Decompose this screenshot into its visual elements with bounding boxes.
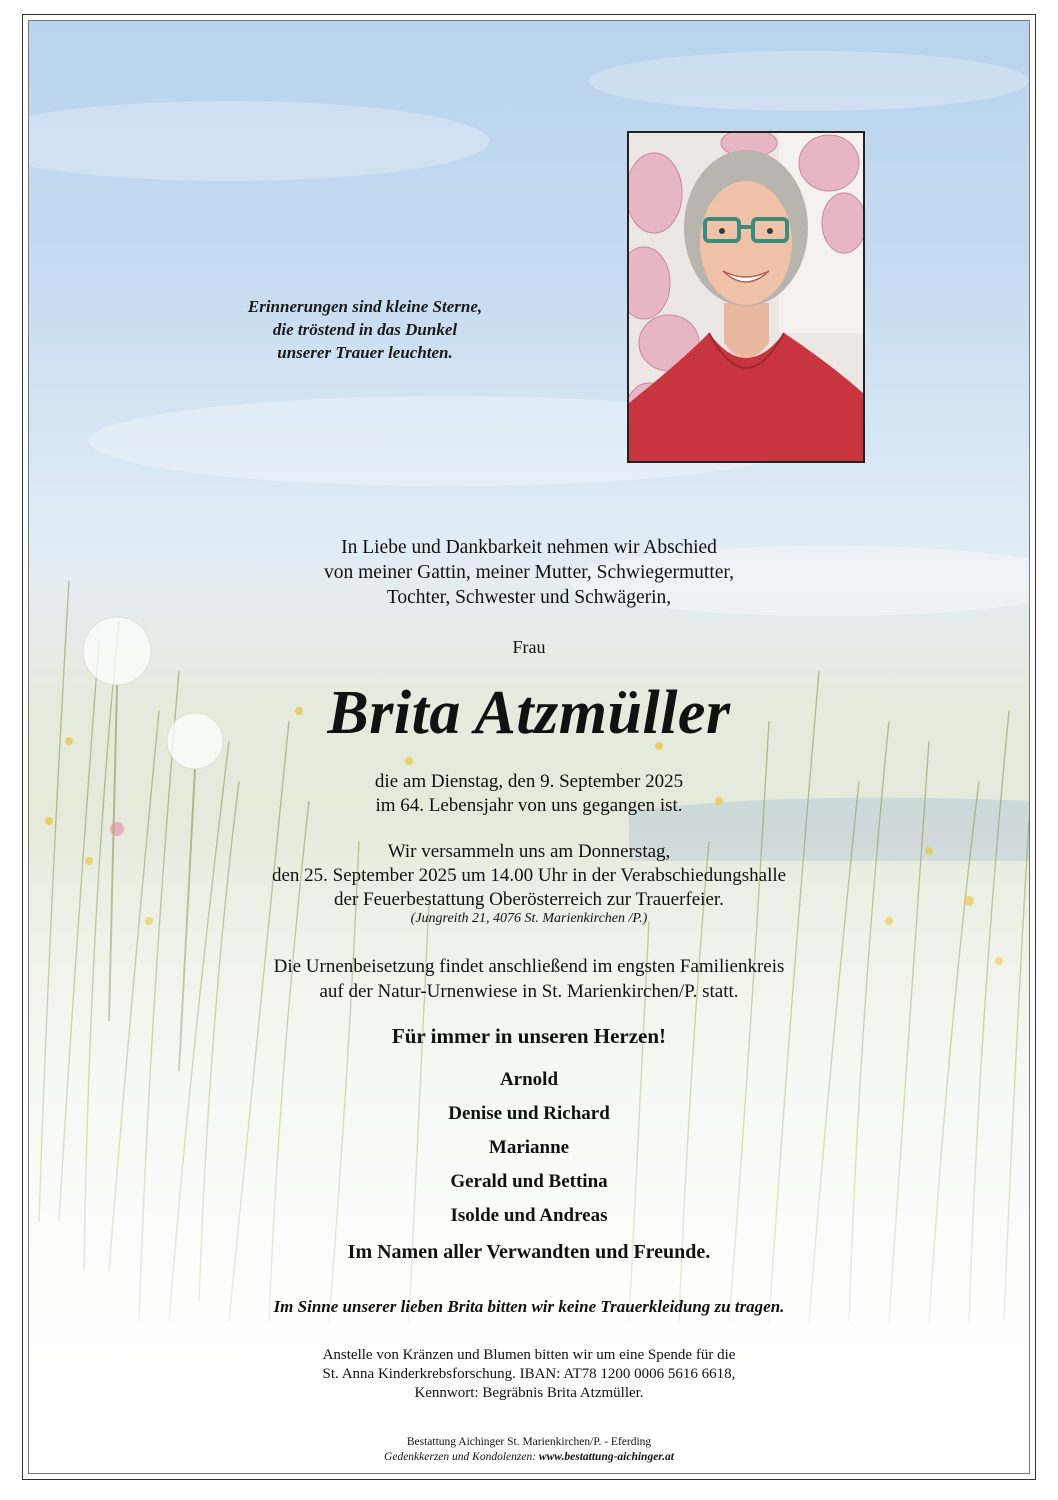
quote-line: unserer Trauer leuchten. [277, 343, 453, 362]
family-list [28, 1063, 1030, 1233]
service-address: (Jungreith 21, 4076 St. Marienkirchen /P.) [410, 911, 648, 926]
death-line: die am Dienstag, den 9. September 2025 [374, 771, 684, 792]
death-notice [28, 770, 1030, 818]
memorial-quote [200, 295, 530, 364]
condolence-label: Gedenkkerzen und Kondolenzen: [384, 1451, 539, 1463]
service-line: der Feuerbestattung Oberösterreich zur Trauerfeier. [334, 889, 724, 910]
funeral-home-name: Bestattung Aichinger St. Marienkirchen/P. - Eferding [406, 1436, 652, 1448]
service-line: den 25. September 2025 um 14.00 Uhr in der Verabschiedungshalle [271, 865, 787, 886]
donation-line: Anstelle von Kränzen und Blumen bitten wir um eine Spende für die [322, 1347, 736, 1363]
donation-line: Kennwort: Begräbnis Brita Atzmüller. [414, 1385, 644, 1401]
service-details [28, 840, 1030, 912]
memorial-motto: Für immer in unseren Herzen! [391, 1024, 667, 1048]
donation-line: St. Anna Kinderkrebsforschung. IBAN: AT78 1200 0006 5616 6618, [322, 1366, 736, 1382]
service-line: Wir versammeln uns am Donnerstag, [387, 841, 671, 862]
urn-burial-notice [28, 954, 1030, 1004]
family-member: Isolde und Andreas [450, 1205, 608, 1226]
intro-text [28, 535, 1030, 610]
family-member: Denise und Richard [448, 1103, 610, 1124]
urn-line: auf der Natur-Urnenwiese in St. Marienkirchen/P. statt. [319, 981, 739, 1002]
urn-line: Die Urnenbeisetzung findet anschließend im engsten Familienkreis [273, 956, 785, 977]
family-member: Marianne [488, 1137, 570, 1158]
portrait-photo [627, 131, 865, 463]
family-member: Gerald und Bettina [450, 1171, 608, 1192]
intro-line: In Liebe und Dankbarkeit nehmen wir Abschied [341, 537, 717, 558]
donation-request [28, 1346, 1030, 1403]
quote-line: die tröstend in das Dunkel [272, 320, 458, 339]
relatives-line: Im Namen aller Verwandten und Freunde. [347, 1241, 711, 1263]
website-link[interactable]: www.bestattung-aichinger.at [538, 1451, 674, 1463]
intro-line: Tochter, Schwester und Schwägerin, [386, 587, 672, 608]
condolence-footer [28, 1451, 1030, 1463]
portrait-illustration [629, 133, 863, 461]
intro-line: von meiner Gattin, meiner Mutter, Schwiegermutter, [324, 562, 734, 583]
quote-line: Erinnerungen sind kleine Sterne, [247, 297, 483, 316]
deceased-name: Brita Atzmüller [327, 679, 731, 747]
family-member: Arnold [499, 1069, 559, 1090]
death-line: im 64. Lebensjahr von uns gegangen ist. [375, 795, 683, 816]
salutation: Frau [512, 637, 546, 657]
dress-code-note: Im Sinne unserer lieben Brita bitten wir keine Trauerkleidung zu tragen. [273, 1297, 785, 1316]
